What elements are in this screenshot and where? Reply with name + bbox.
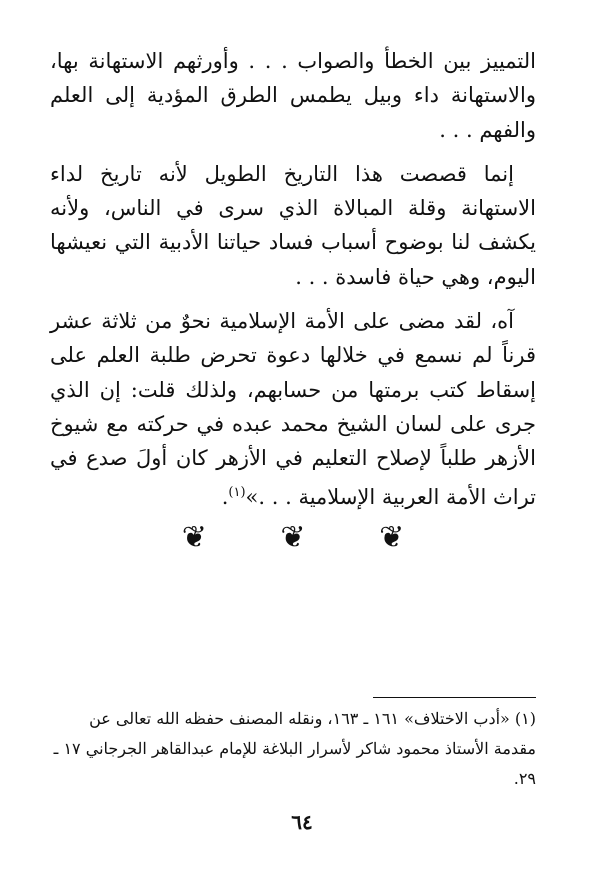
paragraph-1: التمييز بين الخطأ والصواب . . . وأورثهم الاستهانة بها، والاستهانة داء وبيل يطمس الطرق المؤدية إلى العلم والفهم . . . <box>50 49 536 142</box>
ornament-icon: ❦ <box>280 520 324 555</box>
ornament-icon: ❦ <box>181 520 225 555</box>
footnote-divider <box>373 697 536 698</box>
footnote-reference: (١) <box>228 484 246 500</box>
section-divider-ornaments <box>0 520 604 555</box>
ornament-icon: ❦ <box>379 520 423 555</box>
paragraph-2: إنما قصصت هذا التاريخ الطويل لأنه تاريخ لداء الاستهانة وقلة المبالاة الذي سرى في الناس، ولأنه يكشف لنا بوضوح أسباب فساد حياتنا الأدبية التي نعيشها اليوم، وهي حياة فاسدة . . . <box>50 161 536 289</box>
footnote: (١) «أدب الاختلاف» ١٦١ ـ ١٦٣، ونقله المصنف حفظه الله تعالى عن مقدمة الأستاذ محمود شاكر لأسرار البلاغة للإمام عبدالقاهر الجرجاني ١٧ ـ ٢٩. <box>53 709 536 788</box>
main-text <box>50 44 536 514</box>
paragraph-3-ending: . <box>221 484 229 509</box>
paragraph-3-text: آه، لقد مضى على الأمة الإسلامية نحوٌ من ثلاثة عشر قرناً لم نسمع في خلالها دعوة تحرض طلبة العلم على إسقاط كتب برمتها من حسابهم، ولذلك قلت: إن الذي جرى على لسان الشيخ محمد عبده في حركته مع شيوخ الأزهر طلباً لإصلاح التعليم في الأزهر كان أولَ صدع في تراث الأمة العربية الإسلامية . . .» <box>50 309 536 509</box>
paragraph-3 <box>50 304 536 514</box>
page-number: ٦٤ <box>291 810 313 834</box>
